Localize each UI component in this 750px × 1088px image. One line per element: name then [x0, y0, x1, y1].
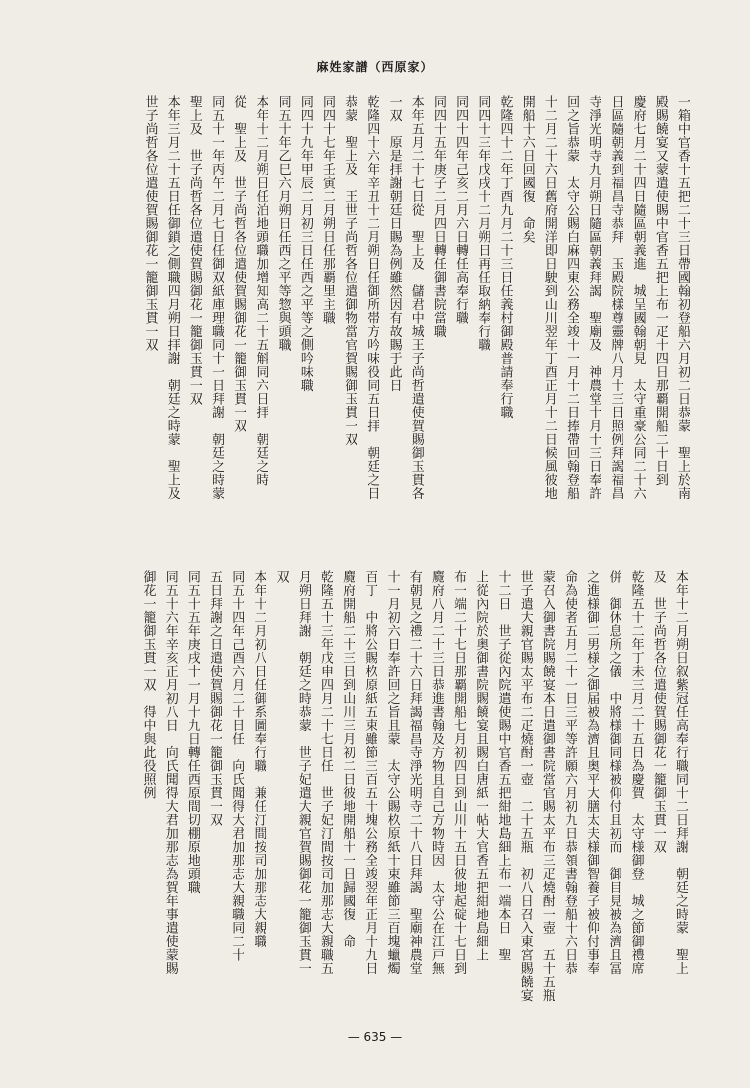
- text-column: 同四十九年甲辰二月初三日任西之平等之側吟味職: [297, 95, 313, 392]
- text-column: 殿賜饒宴又蒙遣使賜中官香五把上布一疋十四日那覇開船二十日到: [652, 95, 668, 487]
- text-column: 從 聖上及 世子尚哲各位遣使賀賜御花一籠御玉貫一双: [231, 95, 247, 433]
- upper-text-block: [142, 95, 691, 565]
- page-number: — 635 —: [347, 1030, 403, 1044]
- text-column: 同五十四年己酉六月二十日任 向氏聞得大君加那志大親職同二十: [229, 570, 245, 962]
- text-column: 本年十二月初八日任御系圖奉行職 兼任汀間按司加那志大親職: [251, 570, 267, 948]
- text-column: 開船十六日回國復 命矣: [519, 95, 535, 244]
- text-column: 回之旨恭蒙 太守公賜白麻四東公務全竣十一月十二日捧帶回翰登船: [564, 95, 580, 500]
- text-column: 同五十六年辛亥正月初八日 向氏聞得大君加那志為賀年事遣使蒙賜: [162, 570, 178, 975]
- text-column: 同五十一年丙午二月七日任御双紙庫理職同十一日拜謝 朝廷之時蒙: [209, 95, 225, 500]
- text-column: 本年三月二十五日任御鎖之側職四月朔日拝謝 朝廷之時蒙 聖上及: [164, 95, 180, 500]
- text-column: 本年十二月朔日任泊地頭職加增知高二十五斛同六日拝 朝廷之時: [253, 95, 269, 487]
- text-column: 一箱中官香十五把二十三日帶國翰初登船六月初二日恭蒙 聖上於南: [675, 95, 690, 500]
- text-column: 麑府八月二十三日恭進書翰及方物且自己方物時因 太守公在江戸無: [428, 570, 444, 975]
- text-column: 乾隆五十二年丁未三月二十五日為慶賀 太守様御登 城之節御禮席: [628, 570, 644, 975]
- text-column: 併 御休息所之儀 中將様御同様被仰付且初而 御目見被為濟且冨: [606, 570, 622, 975]
- text-column: 布一端二十七日那覇開船七月初四日到山川十五日彼地起碇十七日到: [451, 570, 467, 975]
- text-column: 世子尚哲各位遣使賀賜御花一籠御玉貫一双: [142, 95, 158, 352]
- text-column: 一双 原是拝謝朝廷日賜為例雖然因有故賜于此日: [386, 95, 402, 392]
- text-column: 同四十三年戊戌十二月朔日再任取納奉行職: [475, 95, 491, 352]
- text-column: 同四十四年己亥二月六日轉任高奉行職: [453, 95, 469, 325]
- text-column: 命為使者五月二十一日三平等許願六月初九日恭領書翰登船十六日恭: [562, 570, 578, 975]
- text-column: 乾隆四十六年辛丑十二月朔日任御所帯方吟味役同五日拝 朝廷之日: [364, 95, 380, 500]
- text-column: 御花一籠御玉貫一双 得中與此役照例: [140, 570, 156, 800]
- text-column: 麑府開船二十三日到山川三月初二日彼地開船十一日歸國復 命: [340, 570, 356, 948]
- text-column: 同五十年乙巳六月朔日任西之平等惣與頭職: [275, 95, 291, 352]
- text-column: 恭蒙 聖上及 王世子尚哲各位遣御物當官賀賜御玉貫一双: [342, 95, 358, 446]
- text-column: 上從內院於奥御書院賜饒宴且賜白唐紙一帖大官香五把紺地島細上: [473, 570, 489, 962]
- text-column: 同四十五年庚子二月四日轉任御書院當職: [430, 95, 446, 338]
- text-column: 聖上及 世子尚哲各位遣使賀賜御花一籠御玉貫一双: [186, 95, 202, 406]
- text-column: 世子遣大親官賜太平布二疋燒酎一壺 二十五瓶 初八日召入東宮賜饒宴: [517, 570, 533, 1002]
- text-column: 五日拜謝之日遣使賀賜御花一籠御玉貫一双: [207, 570, 223, 827]
- text-column: 本年十二月朔日叙紫冠任高奉行職同十二日拜謝 朝廷之時蒙 聖上: [673, 570, 688, 975]
- text-column: 百丁 中將公賜杦原紙五束雖節三百五十塊公務全竣翌年正月十九日: [362, 570, 378, 975]
- text-column: 蒙召入御書院賜饒宴本日遣御書院當官賜太平布三疋燒酎一壺 五十五瓶: [539, 570, 555, 1002]
- text-column: 之進様御二男様之御届被為濟且奥平大膳太夫様御智養子被仰付事奉: [584, 570, 600, 975]
- page-header: 麻姓家譜（西原家）: [316, 60, 434, 74]
- text-column: 同四十七年壬寅二月朔日任那覇里主職: [320, 95, 335, 325]
- text-column: 乾隆五十三年戊申四月二十七日任 世子妃汀間按司加那志大親職五: [318, 570, 333, 975]
- text-column: 同五十五年庚戌十一月十九日轉任西原間切棚原地頭職: [184, 570, 200, 894]
- text-column: 及 世子尚哲各位遣使賀賜御花一籠御玉貫一双: [650, 570, 666, 854]
- text-column: 日區隨朝義到福昌寺恭拜 玉殿院樣尊靈牌八月十三日照例拜謁福昌: [608, 95, 624, 500]
- text-column: 寺淨光明寺九月朔日隨區朝義拜謁 聖廟及 神農堂十月十三日奉許: [586, 95, 602, 500]
- text-column: 十一月初六日奉許回之旨且蒙 太守公賜杦原紙十束雖節三百塊蠟燭: [384, 570, 400, 975]
- text-column: 双: [273, 570, 289, 584]
- text-column: 有朝見之禮二十六日拜謁福昌寺淨光明寺二十八日拜謁 聖廟神農堂: [406, 570, 422, 975]
- text-column: 十二月二十六日舊府開洋即日駛到山川翌年丁酉正月十二日候風彼地: [541, 95, 557, 500]
- lower-text-block: [140, 570, 689, 1020]
- text-column: 乾隆四十二年丁酉九月二十三日任義村御殿普請奉行職: [497, 95, 513, 419]
- text-column: 十二日 世子從內院遣使賜中官香五把紺地島細上布一端本日 聖: [495, 570, 511, 962]
- text-column: 慶府七月二十四日隨區朝義進 城呈國翰朝見 太守重豪公同二十六: [630, 95, 646, 500]
- text-column: 月朔日拜謝 朝廷之時恭蒙 世子妃遣大親官賀賜御花一籠御玉貫一: [295, 570, 311, 975]
- text-column: 本年五月二十七日從 聖上及 儲君中城王子尚哲遣使賀賜御玉貫各: [408, 95, 424, 500]
